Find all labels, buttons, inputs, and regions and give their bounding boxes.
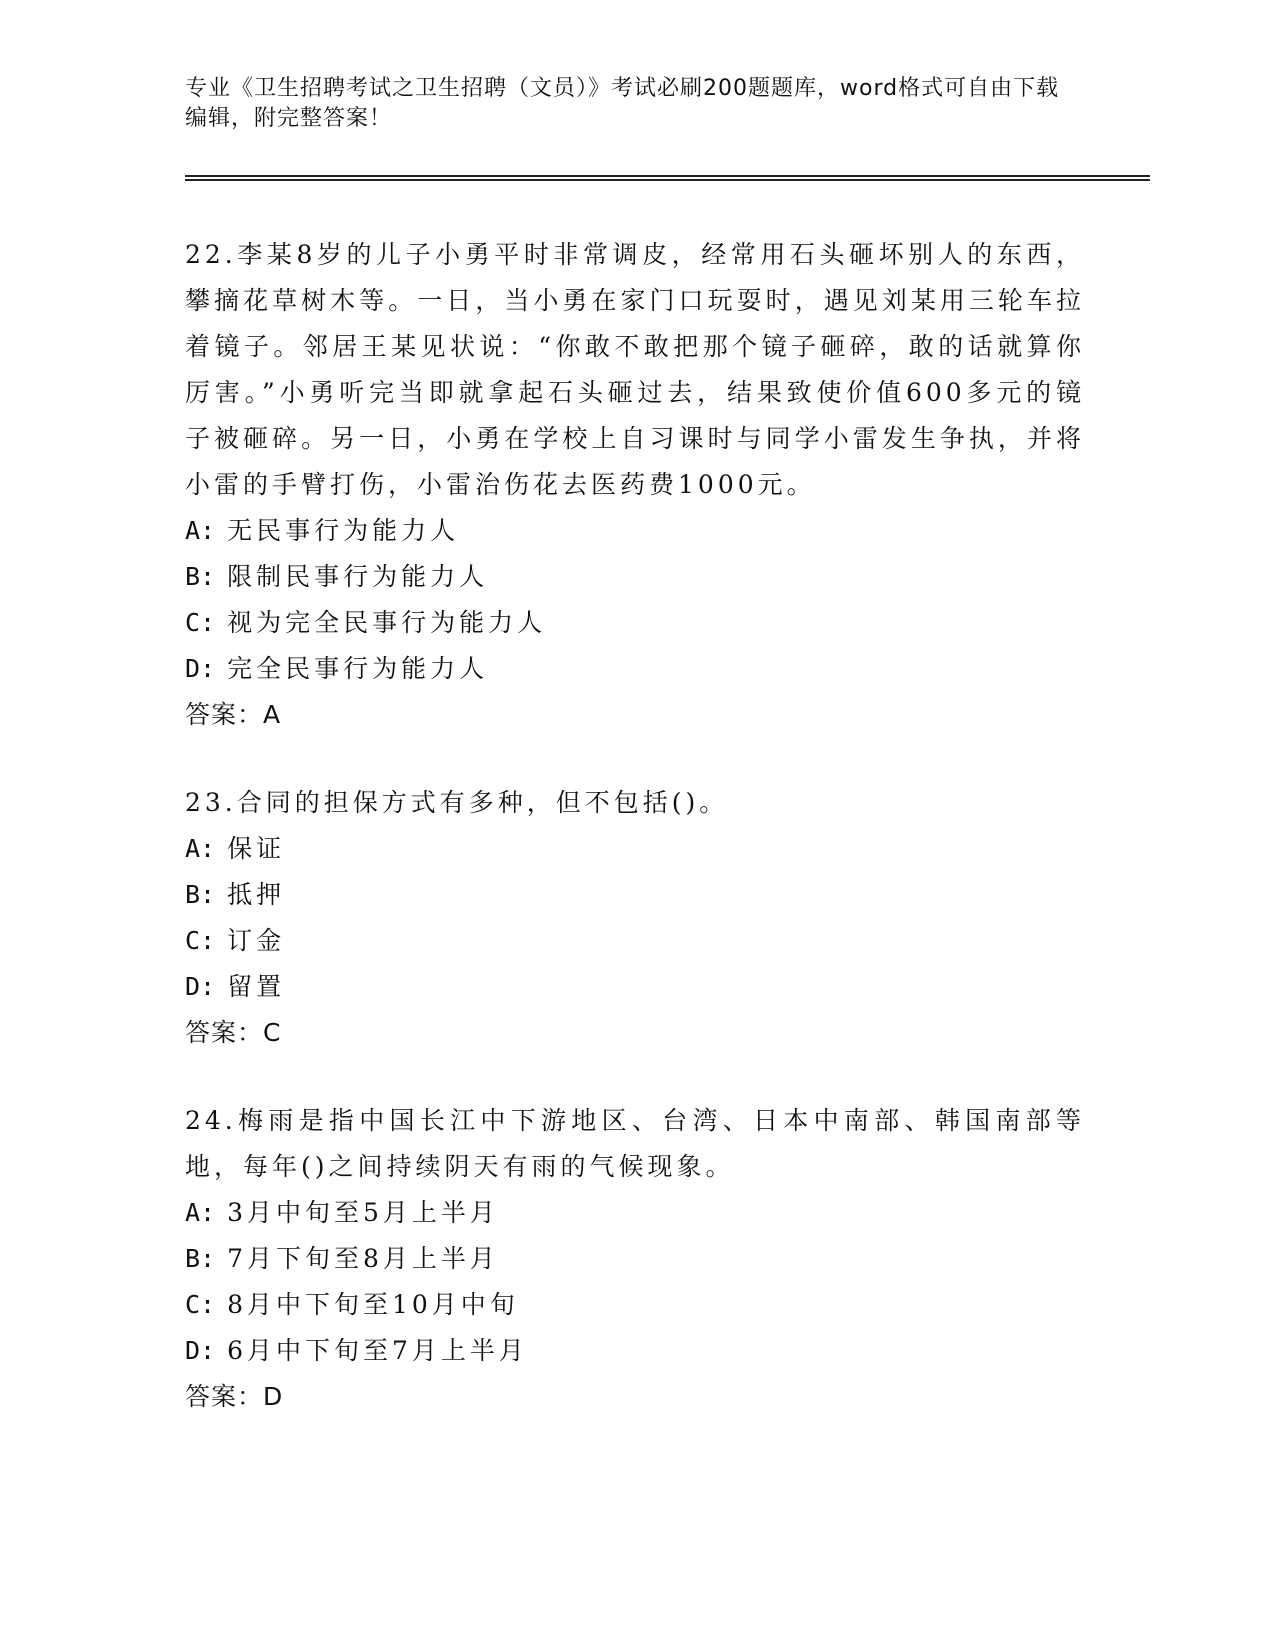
option-d	[185, 964, 1085, 1010]
option-text: 7月下旬至8月上半月	[227, 1244, 499, 1273]
option-letter: D:	[185, 1336, 216, 1365]
option-letter: D:	[185, 654, 216, 683]
option-c	[185, 600, 1085, 646]
option-text: 视为完全民事行为能力人	[227, 608, 547, 637]
option-a	[185, 508, 1085, 554]
option-text: 3月中旬至5月上半月	[227, 1198, 499, 1227]
option-d	[185, 646, 1085, 692]
option-b	[185, 872, 1085, 918]
question-stem: 22.李某8岁的儿子小勇平时非常调皮，经常用石头砸坏别人的东西，攀摘花草树木等。一日，当小勇在家门口玩耍时，遇见刘某用三轮车拉着镜子。邻居王某见状说：“你敢不敢把那个镜子砸碎，敢的话就算你厉害。”小勇听完当即就拿起石头砸过去，结果致使价值600多元的镜子被砸碎。另一日，小勇在学校上自习课时与同学小雷发生争执，并将小雷的手臂打伤，小雷治伤花去医药费1000元。	[185, 240, 1085, 499]
option-letter: B:	[185, 1244, 216, 1273]
question-22	[185, 232, 1085, 738]
question-list	[185, 232, 1085, 1462]
option-letter: A:	[185, 834, 216, 863]
option-c	[185, 918, 1085, 964]
option-text: 留置	[227, 972, 286, 1001]
question-stem: 24.梅雨是指中国长江中下游地区、台湾、日本中南部、韩国南部等地，每年()之间持续阴天有雨的气候现象。	[185, 1106, 1085, 1181]
option-text: 抵押	[227, 880, 286, 909]
option-a	[185, 826, 1085, 872]
option-c	[185, 1282, 1085, 1328]
document-header: 专业《卫生招聘考试之卫生招聘（文员）》考试必刷200题题库，word格式可自由下载编辑，附完整答案！	[185, 76, 1060, 131]
header-divider	[185, 175, 1150, 181]
option-letter: C:	[185, 926, 216, 955]
question-23	[185, 780, 1085, 1056]
option-text: 保证	[227, 834, 286, 863]
option-letter: D:	[185, 972, 216, 1001]
option-letter: C:	[185, 1290, 216, 1319]
option-b	[185, 554, 1085, 600]
answer-line: 答案：D	[185, 1382, 284, 1411]
option-text: 8月中下旬至10月中旬	[227, 1290, 519, 1319]
option-letter: A:	[185, 516, 216, 545]
option-text: 6月中下旬至7月上半月	[227, 1336, 528, 1365]
option-b	[185, 1236, 1085, 1282]
option-d	[185, 1328, 1085, 1374]
option-text: 完全民事行为能力人	[227, 654, 489, 683]
option-letter: C:	[185, 608, 216, 637]
option-text: 限制民事行为能力人	[227, 562, 489, 591]
option-letter: B:	[185, 880, 216, 909]
option-letter: A:	[185, 1198, 216, 1227]
question-stem: 23.合同的担保方式有多种，但不包括()。	[185, 788, 729, 817]
option-letter: B:	[185, 562, 216, 591]
question-24	[185, 1098, 1085, 1420]
option-a	[185, 1190, 1085, 1236]
answer-line: 答案：A	[185, 700, 282, 729]
option-text: 无民事行为能力人	[227, 516, 460, 545]
option-text: 订金	[227, 926, 286, 955]
answer-line: 答案：C	[185, 1018, 282, 1047]
